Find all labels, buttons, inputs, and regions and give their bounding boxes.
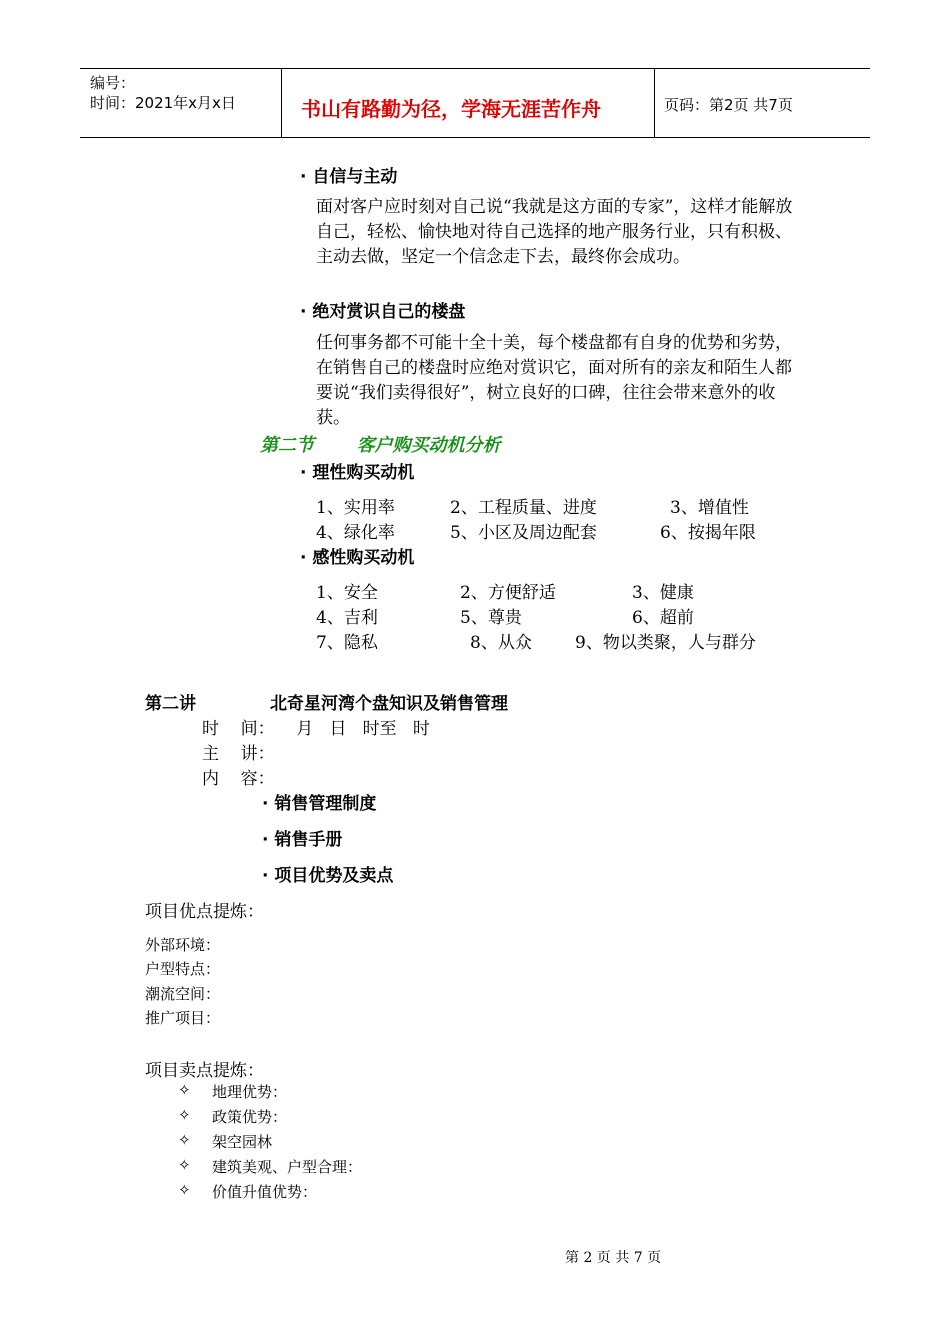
section-number: 第二节 — [260, 435, 314, 456]
diamond-star-icon: ✧ — [178, 1181, 191, 1199]
section-title: 客户购买动机分析 — [356, 435, 501, 456]
bullet-dot-icon: · — [262, 794, 269, 814]
bullet-title: 绝对赏识自己的楼盘 — [312, 302, 466, 322]
list-item: 6、按揭年限 — [660, 523, 756, 543]
bullet-title: 销售管理制度 — [274, 794, 377, 814]
list-item: 6、超前 — [632, 608, 694, 628]
list-item: 1、安全 — [316, 583, 378, 603]
header-divider — [654, 69, 655, 137]
page-header — [80, 68, 870, 138]
bullet-dot-icon: · — [300, 167, 307, 187]
bullet-dot-icon: · — [300, 302, 307, 322]
lecture-speaker: 主 讲： — [202, 744, 275, 764]
list-item: 9、物以类聚，人与群分 — [575, 633, 756, 653]
bullet-heading — [300, 297, 465, 322]
bullet-title: 理性购买动机 — [312, 463, 415, 483]
header-motto: 书山有路勤为径，学海无涯苦作舟 — [301, 97, 601, 121]
bullet-title: 自信与主动 — [312, 167, 398, 187]
diamond-star-icon: ✧ — [178, 1156, 191, 1174]
lecture-number: 第二讲 — [145, 694, 196, 714]
list-item: 外部环境： — [145, 936, 221, 954]
list-item: 地理优势： — [212, 1083, 288, 1101]
list-item: 1、实用率 — [316, 498, 395, 518]
bullet-dot-icon: · — [262, 830, 269, 850]
diamond-star-icon: ✧ — [178, 1081, 191, 1099]
list-item: 3、增值性 — [670, 498, 749, 518]
bullet-heading — [300, 162, 397, 187]
bullet-heading — [262, 825, 342, 850]
bullet-heading — [300, 458, 414, 483]
list-item: 建筑美观、户型合理： — [212, 1158, 363, 1176]
list-item: 政策优势： — [212, 1108, 288, 1126]
list-item: 推广项目： — [145, 1009, 221, 1027]
header-code-label: 编号： — [90, 74, 136, 92]
lecture-time: 时 间： 月 日 时至 时 — [202, 719, 430, 739]
list-item: 潮流空间： — [145, 985, 221, 1003]
bullet-dot-icon: · — [262, 866, 269, 886]
diamond-star-icon: ✧ — [178, 1106, 191, 1124]
page-footer: 第 2 页 共 7 页 — [565, 1250, 662, 1266]
list-item: 2、工程质量、进度 — [450, 498, 597, 518]
diamond-star-icon: ✧ — [178, 1131, 191, 1149]
bullet-heading — [262, 861, 393, 886]
list-item: 架空园林 — [212, 1133, 273, 1151]
bullet-dot-icon: · — [300, 548, 307, 568]
list-item: 户型特点： — [145, 960, 221, 978]
list-item: 7、隐私 — [316, 633, 378, 653]
selling-points-title: 项目卖点提炼： — [145, 1061, 264, 1081]
bullet-heading — [300, 543, 414, 568]
list-item: 5、尊贵 — [460, 608, 522, 628]
list-item: 3、健康 — [632, 583, 694, 603]
list-item: 4、绿化率 — [316, 523, 395, 543]
lecture-content: 内 容： — [202, 769, 275, 789]
bullet-title: 感性购买动机 — [312, 548, 415, 568]
bullet-dot-icon: · — [300, 463, 307, 483]
bullet-title: 销售手册 — [274, 830, 343, 850]
list-item: 2、方便舒适 — [460, 583, 556, 603]
advantages-title: 项目优点提炼： — [145, 902, 264, 922]
section-heading — [260, 431, 501, 457]
list-item: 5、小区及周边配套 — [450, 523, 597, 543]
bullet-heading — [262, 789, 376, 814]
paragraph: 面对客户应时刻对自己说“我就是这方面的专家”，这样才能解放自己，轻松、愉快地对待自己选择的地产服务行业，只有积极、主动去做，坚定一个信念走下去，最终你会成功。 — [316, 197, 793, 267]
header-page-label: 页码：第2页 共7页 — [664, 96, 793, 114]
list-item: 价值升值优势： — [212, 1183, 318, 1201]
lecture-title: 北奇星河湾个盘知识及销售管理 — [270, 694, 508, 714]
list-item: 8、从众 — [470, 633, 532, 653]
bullet-title: 项目优势及卖点 — [274, 866, 394, 886]
header-divider — [281, 69, 282, 137]
header-time-label: 时间：2021年x月x日 — [90, 94, 236, 112]
list-item: 4、吉利 — [316, 608, 378, 628]
paragraph: 任何事务都不可能十全十美，每个楼盘都有自身的优势和劣势，在销售自己的楼盘时应绝对赏识它，面对所有的亲友和陌生人都要说“我们卖得很好”，树立良好的口碑，往往会带来意外的收获。 — [316, 333, 792, 428]
